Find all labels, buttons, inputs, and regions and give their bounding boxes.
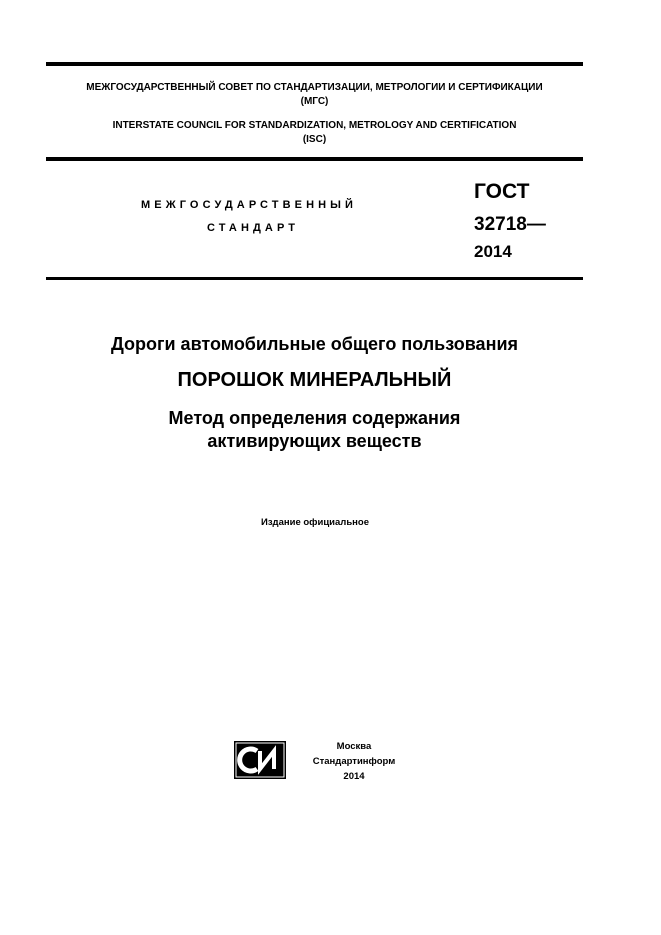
council-ru-line1: МЕЖГОСУДАРСТВЕННЫЙ СОВЕТ ПО СТАНДАРТИЗАЦИИ, МЕТРОЛОГИИ И СЕРТИФИКАЦИИ xyxy=(86,82,543,93)
publisher-name: Стандартинформ xyxy=(312,756,396,767)
title-line1: Дороги автомобильные общего пользования xyxy=(110,334,519,354)
publisher-city: Москва xyxy=(336,741,372,752)
standard-type-line2: СТАНДАРТ xyxy=(207,222,300,234)
standartinform-logo-icon xyxy=(233,740,287,780)
gost-number: 32718— xyxy=(474,214,546,235)
title-line2: ПОРОШОК МИНЕРАЛЬНЫЙ xyxy=(177,369,452,391)
edition-label: Издание официальное xyxy=(261,517,369,528)
title-line3: Метод определения содержания xyxy=(168,408,461,428)
standard-bottom-rule xyxy=(46,277,583,280)
gost-year: 2014 xyxy=(474,242,512,261)
publisher-year: 2014 xyxy=(343,771,365,782)
council-ru-abbr: (МГС) xyxy=(300,96,329,107)
council-en-abbr: (ISC) xyxy=(302,134,327,145)
standard-type-line1: МЕЖГОСУДАРСТВЕННЫЙ xyxy=(141,199,358,211)
title-line4: активирующих веществ xyxy=(207,431,422,451)
top-rule xyxy=(46,62,583,66)
council-en-line1: INTERSTATE COUNCIL FOR STANDARDIZATION, METROLOGY AND CERTIFICATION xyxy=(112,120,517,131)
header-bottom-rule xyxy=(46,157,583,161)
gost-label: ГОСТ xyxy=(474,180,530,203)
